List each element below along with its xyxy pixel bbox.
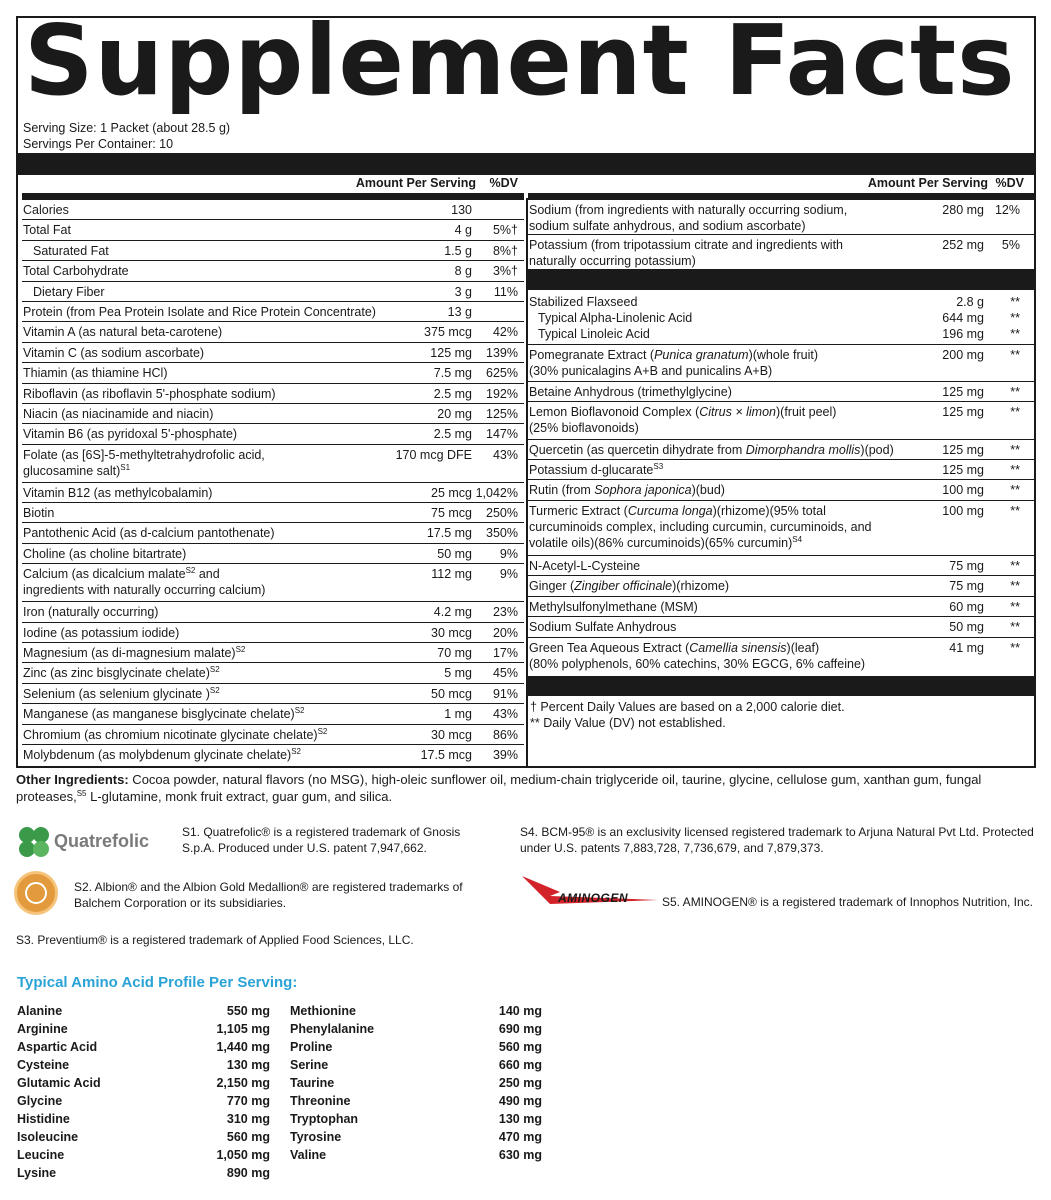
nutrient-row — [22, 404, 524, 424]
nutrient-amount: 50 mcg — [431, 686, 472, 701]
other-ingredients-text: Cocoa powder, natural flavors (no MSG), high-oleic sunflower oil, medium-chain triglyceride oil, taurine, glycine, cellulose gum, xanthan gum, fungal proteases, — [16, 772, 982, 804]
amino-acid-amount: 1,440 mg — [216, 1040, 270, 1054]
nutrient-dv: 250% — [486, 506, 518, 521]
nutrient-name: Vitamin C (as sodium ascorbate) — [23, 345, 205, 360]
amino-acid-amount: 550 mg — [226, 1004, 270, 1018]
right-column — [528, 175, 1034, 736]
ingredient-row-green-tea: Green Tea Aqueous Extract (Camellia sinensis)(leaf) (80% polyphenols, 60% catechins, 30% EGCG, 6% caffeine) 41 mg ** — [529, 641, 1020, 671]
dv-header: %DV — [995, 176, 1024, 190]
nutrient-name: Dietary Fiber — [33, 284, 105, 299]
footnote-dv-not-established: ** Daily Value (DV) not established. — [530, 716, 726, 730]
nutrient-row — [22, 503, 524, 523]
nutrient-amount: 70 mg — [437, 646, 472, 661]
amino-acid-amount: 1,050 mg — [216, 1148, 270, 1162]
amino-acid-amount: 2,150 mg — [216, 1076, 270, 1090]
nutrient-row — [22, 322, 524, 342]
serving-info — [23, 120, 230, 152]
amino-acid-amount: 890 mg — [226, 1166, 270, 1180]
nutrient-row — [22, 282, 524, 302]
nutrient-amount: 25 mcg — [431, 485, 472, 500]
nutrient-row — [22, 663, 524, 683]
left-nutrient-list — [22, 200, 524, 765]
nutrient-name: Iron (naturally occurring) — [23, 605, 159, 620]
nutrient-amount: 50 mg — [437, 546, 472, 561]
header-rule — [528, 193, 1034, 200]
nutrient-name: Folate (as [6S]-5-methyltetrahydrofolic acid, glucosamine salt)$^{S1}$ — [23, 447, 265, 478]
nutrient-row — [22, 343, 524, 363]
amino-acid-name: Glycine — [17, 1094, 63, 1108]
ingredient-row-pomegranate: Pomegranate Extract (Punica granatum)(whole fruit) (30% punicalagins A+B and punicalins A+B) 200 mg ** — [528, 345, 1034, 382]
aminogen-logo-text: AMINOGEN — [558, 891, 628, 905]
nutrient-dv: 9% — [499, 567, 518, 582]
amino-acid-amount: 1,105 mg — [216, 1022, 270, 1036]
amino-acid-name: Isoleucine — [17, 1130, 79, 1144]
amino-acid-amount: 560 mg — [226, 1130, 270, 1144]
nutrient-amount: 8 g — [454, 264, 472, 279]
nutrient-amount: 13 g — [447, 304, 472, 319]
ingredient-row-lemon-bioflavonoid: Lemon Bioflavonoid Complex (Citrus × limon)(fruit peel) (25% bioflavonoids) 125 mg ** — [528, 402, 1034, 440]
supplement-facts-panel — [16, 4, 1036, 768]
nutrient-amount: 130 — [451, 203, 472, 217]
nutrient-row-sodium: Sodium (from ingredients with naturally occurring sodium, sodium sulfate anhydrous, and sodium ascorbate) 280 mg 12% — [528, 200, 1034, 235]
amino-acid-name: Cysteine — [17, 1058, 70, 1072]
section-rule — [528, 270, 1034, 290]
trademark-note-s1: S1. Quatrefolic® is a registered trademark of Gnosis S.p.A. Produced under U.S. patent 7,947,662. — [182, 825, 461, 855]
nutrient-dv: 9% — [499, 546, 518, 561]
nutrient-row — [22, 623, 524, 643]
nutrient-name: Choline (as choline bitartrate) — [23, 546, 187, 561]
nutrient-row — [22, 725, 524, 745]
amino-acid-name: Leucine — [17, 1148, 65, 1162]
amino-acid-name: Taurine — [290, 1076, 335, 1090]
nutrient-row — [22, 384, 524, 404]
nutrient-row — [22, 684, 524, 704]
nutrient-name: Calories — [23, 203, 69, 217]
right-column-header — [528, 175, 1034, 193]
amino-acid-name: Tyrosine — [290, 1130, 342, 1144]
nutrient-name: Zinc (as zinc bisglycinate chelate)$^{S2}$ — [23, 665, 220, 681]
nutrient-dv: 3%† — [492, 264, 518, 279]
amino-acid-amount: 660 mg — [498, 1058, 542, 1072]
nutrient-amount: 3 g — [454, 284, 472, 299]
nutrient-dv: 86% — [492, 727, 518, 742]
nutrient-row — [22, 523, 524, 543]
ingredient-row-glucarate: Potassium d-glucarate$^{S3}$ 125 mg ** — [528, 460, 1034, 480]
nutrient-amount: 2.5 mg — [433, 427, 472, 442]
amino-acid-profile-title: Typical Amino Acid Profile Per Serving: — [17, 974, 298, 991]
ingredient-row-quercetin: Quercetin (as quercetin dihydrate from Dimorphandra mollis)(pod) 125 mg ** — [528, 440, 1034, 460]
nutrient-amount: 30 mcg — [431, 625, 472, 640]
left-column — [22, 175, 524, 765]
nutrient-name: Manganese (as manganese bisglycinate chelate)$^{S2}$ — [23, 706, 305, 722]
amino-acid-amount: 130 mg — [498, 1112, 542, 1126]
ingredient-row-betaine: Betaine Anhydrous (trimethylglycine) 125 mg ** — [528, 382, 1034, 402]
amino-acid-name: Glutamic Acid — [17, 1076, 101, 1090]
amino-acid-amount: 560 mg — [498, 1040, 542, 1054]
header-rule — [22, 193, 524, 200]
nutrient-amount: 112 mg — [431, 567, 472, 582]
footnote-dv-basis: † Percent Daily Values are based on a 2,000 calorie diet. — [530, 700, 845, 714]
nutrient-dv: 139% — [486, 345, 518, 360]
nutrient-row — [22, 483, 524, 503]
nutrient-amount: 4.2 mg — [433, 605, 472, 620]
nutrient-row — [22, 363, 524, 383]
nutrient-dv: 20% — [492, 625, 518, 640]
nutrient-amount: 125 mg — [430, 345, 472, 360]
nutrient-dv: 192% — [486, 386, 518, 401]
trademark-note-s5: S5. AMINOGEN® is a registered trademark of Innophos Nutrition, Inc. — [662, 895, 1033, 909]
nutrient-amount: 170 mcg DFE — [395, 447, 472, 462]
nutrient-name: Iodine (as potassium iodide) — [23, 625, 180, 640]
nutrient-dv: 625% — [486, 366, 518, 381]
amino-acid-amount: 490 mg — [498, 1094, 542, 1108]
nutrient-amount: 20 mg — [437, 406, 472, 421]
amino-acid-name: Histidine — [17, 1112, 70, 1126]
amino-acid-name: Lysine — [17, 1166, 57, 1180]
trademark-note-s2: S2. Albion® and the Albion Gold Medallion® are registered trademarks of Balchem Corporation or its subsidiaries. — [74, 880, 463, 910]
trademark-note-s3: S3. Preventium® is a registered trademark of Applied Food Sciences, LLC. — [16, 933, 414, 947]
dv-header: %DV — [489, 176, 518, 190]
ingredient-row-turmeric: Turmeric Extract (Curcuma longa)(rhizome)(95% total curcuminoids complex, including curcumin, curcuminoids, and volatile oils)(86% curcuminoids)(65% curcumin)$^{S4}$ 100 mg ** — [528, 501, 1034, 556]
nutrient-dv: 11% — [493, 284, 518, 299]
nutrient-row — [22, 704, 524, 724]
nutrient-name: Saturated Fat — [33, 243, 109, 258]
ingredient-row-rutin: Rutin (from Sophora japonica)(bud) 100 mg ** — [528, 480, 1034, 501]
nutrient-dv: 17% — [492, 646, 518, 661]
amino-acid-amount: 310 mg — [226, 1112, 270, 1126]
nutrient-dv: 5%† — [492, 223, 518, 238]
amino-acid-name: Methionine — [290, 1004, 356, 1018]
nutrient-amount: 7.5 mg — [433, 366, 472, 381]
left-column-header — [22, 175, 524, 193]
nutrient-amount: 2.5 mg — [433, 386, 472, 401]
amino-acid-name: Valine — [290, 1148, 327, 1162]
ingredient-row-nac: N-Acetyl-L-Cysteine 75 mg ** — [528, 556, 1034, 576]
nutrient-row — [22, 602, 524, 622]
nutrient-row — [22, 302, 524, 322]
amino-acid-amount: 140 mg — [498, 1004, 542, 1018]
serving-size: Serving Size: 1 Packet (about 28.5 g) — [23, 121, 231, 135]
nutrient-dv: 125% — [486, 406, 518, 421]
nutrient-row — [22, 261, 524, 281]
nutrient-name: Vitamin B6 (as pyridoxal 5'-phosphate) — [23, 427, 238, 442]
quatrefolic-logo-text: Quatrefolic — [54, 831, 150, 851]
amino-acid-name: Tryptophan — [290, 1112, 359, 1126]
amino-acid-amount: 630 mg — [498, 1148, 542, 1162]
nutrient-amount: 17.5 mg — [426, 526, 472, 541]
nutrient-row — [22, 424, 524, 444]
amino-acid-amount: 130 mg — [226, 1058, 270, 1072]
amount-header: Amount Per Serving — [867, 176, 988, 190]
nutrient-dv: 91% — [492, 686, 518, 701]
nutrient-dv: 45% — [492, 666, 518, 681]
nutrient-row — [22, 220, 524, 240]
amino-acid-amount: 770 mg — [226, 1094, 270, 1108]
nutrient-row — [22, 445, 524, 483]
nutrient-name: Total Carbohydrate — [23, 264, 129, 279]
amino-acid-name: Aspartic Acid — [17, 1040, 98, 1054]
amino-acid-name: Alanine — [17, 1004, 63, 1018]
amino-acid-amount: 690 mg — [498, 1022, 542, 1036]
nutrient-dv: 8%† — [492, 243, 518, 258]
amino-acid-name: Arginine — [17, 1022, 68, 1036]
nutrient-amount: 17.5 mcg — [420, 747, 472, 762]
servings-per-container: Servings Per Container: 10 — [23, 137, 174, 151]
nutrient-dv: 42% — [492, 325, 518, 340]
nutrient-name: Protein (from Pea Protein Isolate and Rice Protein Concentrate) — [23, 304, 376, 319]
ingredient-row-msm: Methylsulfonylmethane (MSM) 60 mg ** — [528, 597, 1034, 617]
nutrient-dv: 23% — [492, 605, 518, 620]
nutrient-dv: 1,042% — [475, 485, 518, 500]
nutrient-dv: 43% — [492, 707, 518, 722]
amino-acid-name: Proline — [290, 1040, 333, 1054]
amino-acid-amount: 470 mg — [498, 1130, 542, 1144]
nutrient-row-potassium: Potassium (from tripotassium citrate and ingredients with naturally occurring potassium) 252 mg 5% — [528, 235, 1034, 270]
nutrient-name: Magnesium (as di-magnesium malate)$^{S2}$ — [23, 645, 246, 661]
amino-acid-name: Threonine — [290, 1094, 351, 1108]
nutrient-name: Riboflavin (as riboflavin 5'-phosphate sodium) — [23, 386, 276, 401]
nutrient-name: Calcium (as dicalcium malate$^{S2}$ and ingredients with naturally occurring calcium) — [23, 566, 266, 598]
amino-acid-name: Phenylalanine — [290, 1022, 375, 1036]
nutrient-name: Thiamin (as thiamine HCl) — [23, 366, 168, 381]
nutrient-amount: 5 mg — [444, 666, 472, 681]
nutrient-name: Niacin (as niacinamide and niacin) — [23, 406, 214, 421]
footnotes — [528, 696, 1034, 736]
nutrient-amount: 375 mcg — [424, 325, 472, 340]
nutrient-row — [22, 643, 524, 663]
nutrient-dv: 39% — [492, 747, 518, 762]
nutrient-name: Vitamin A (as natural beta-carotene) — [23, 325, 223, 340]
top-rule — [18, 153, 1034, 175]
nutrient-name: Pantothenic Acid (as d-calcium pantothenate) — [23, 526, 275, 541]
nutrient-amount: 1 mg — [444, 707, 472, 722]
column-divider — [526, 198, 528, 768]
nutrient-dv: 43% — [492, 447, 518, 462]
amount-header: Amount Per Serving — [355, 176, 476, 190]
ingredient-row-sodium-sulfate: Sodium Sulfate Anhydrous 50 mg ** — [528, 617, 1034, 638]
nutrient-dv: 147% — [486, 427, 518, 442]
ingredient-row-flaxseed: Stabilized Flaxseed 2.8 g ** Typical Alpha-Linolenic Acid 644 mg ** Typical Linoleic Acid 196 mg ** — [528, 290, 1034, 345]
nutrient-row — [22, 745, 524, 765]
other-ingredients-label: Other Ingredients: — [16, 772, 129, 787]
nutrient-row — [22, 200, 524, 220]
nutrient-amount: 30 mcg — [431, 727, 472, 742]
ingredient-row-ginger: Ginger (Zingiber officinale)(rhizome) 75 mg ** — [528, 576, 1034, 597]
amino-acid-amount: 250 mg — [498, 1076, 542, 1090]
other-ingredients: Other Ingredients: Cocoa powder, natural flavors (no MSG), high-oleic sunflower oil, medium-chain triglyceride oil, taurine, glycine, cellulose gum, xanthan gum, fungal proteases,$^{S5}$ L-glutamine, monk fruit extract, guar gum, and silica. — [16, 772, 982, 804]
nutrient-amount: 75 mcg — [431, 506, 472, 521]
nutrient-name: Vitamin B12 (as methylcobalamin) — [23, 485, 213, 500]
nutrient-name: Biotin — [23, 506, 55, 521]
nutrient-row — [22, 564, 524, 602]
nutrient-amount: 1.5 g — [444, 243, 472, 258]
footnote-rule — [528, 676, 1034, 696]
trademark-note-s4: S4. BCM-95® is an exclusivity licensed registered trademark to Arjuna Natural Pvt Ltd. Protected under U.S. patents 7,883,728, 7,736,679, and 7,879,373. — [520, 825, 1034, 855]
nutrient-name: Selenium (as selenium glycinate )$^{S2}$ — [23, 685, 220, 701]
amino-acid-name: Serine — [290, 1058, 329, 1072]
panel-title: Supplement Facts — [24, 4, 1016, 117]
nutrient-amount: 4 g — [454, 223, 472, 238]
nutrient-name: Chromium (as chromium nicotinate glycinate chelate)$^{S2}$ — [23, 726, 328, 742]
nutrient-row — [22, 241, 524, 261]
nutrient-row — [22, 544, 524, 564]
albion-medallion-logo — [14, 871, 58, 915]
nutrient-name: Total Fat — [23, 223, 71, 238]
nutrient-dv: 350% — [486, 526, 518, 541]
nutrient-name: Molybdenum (as molybdenum glycinate chelate)$^{S2}$ — [23, 746, 301, 762]
